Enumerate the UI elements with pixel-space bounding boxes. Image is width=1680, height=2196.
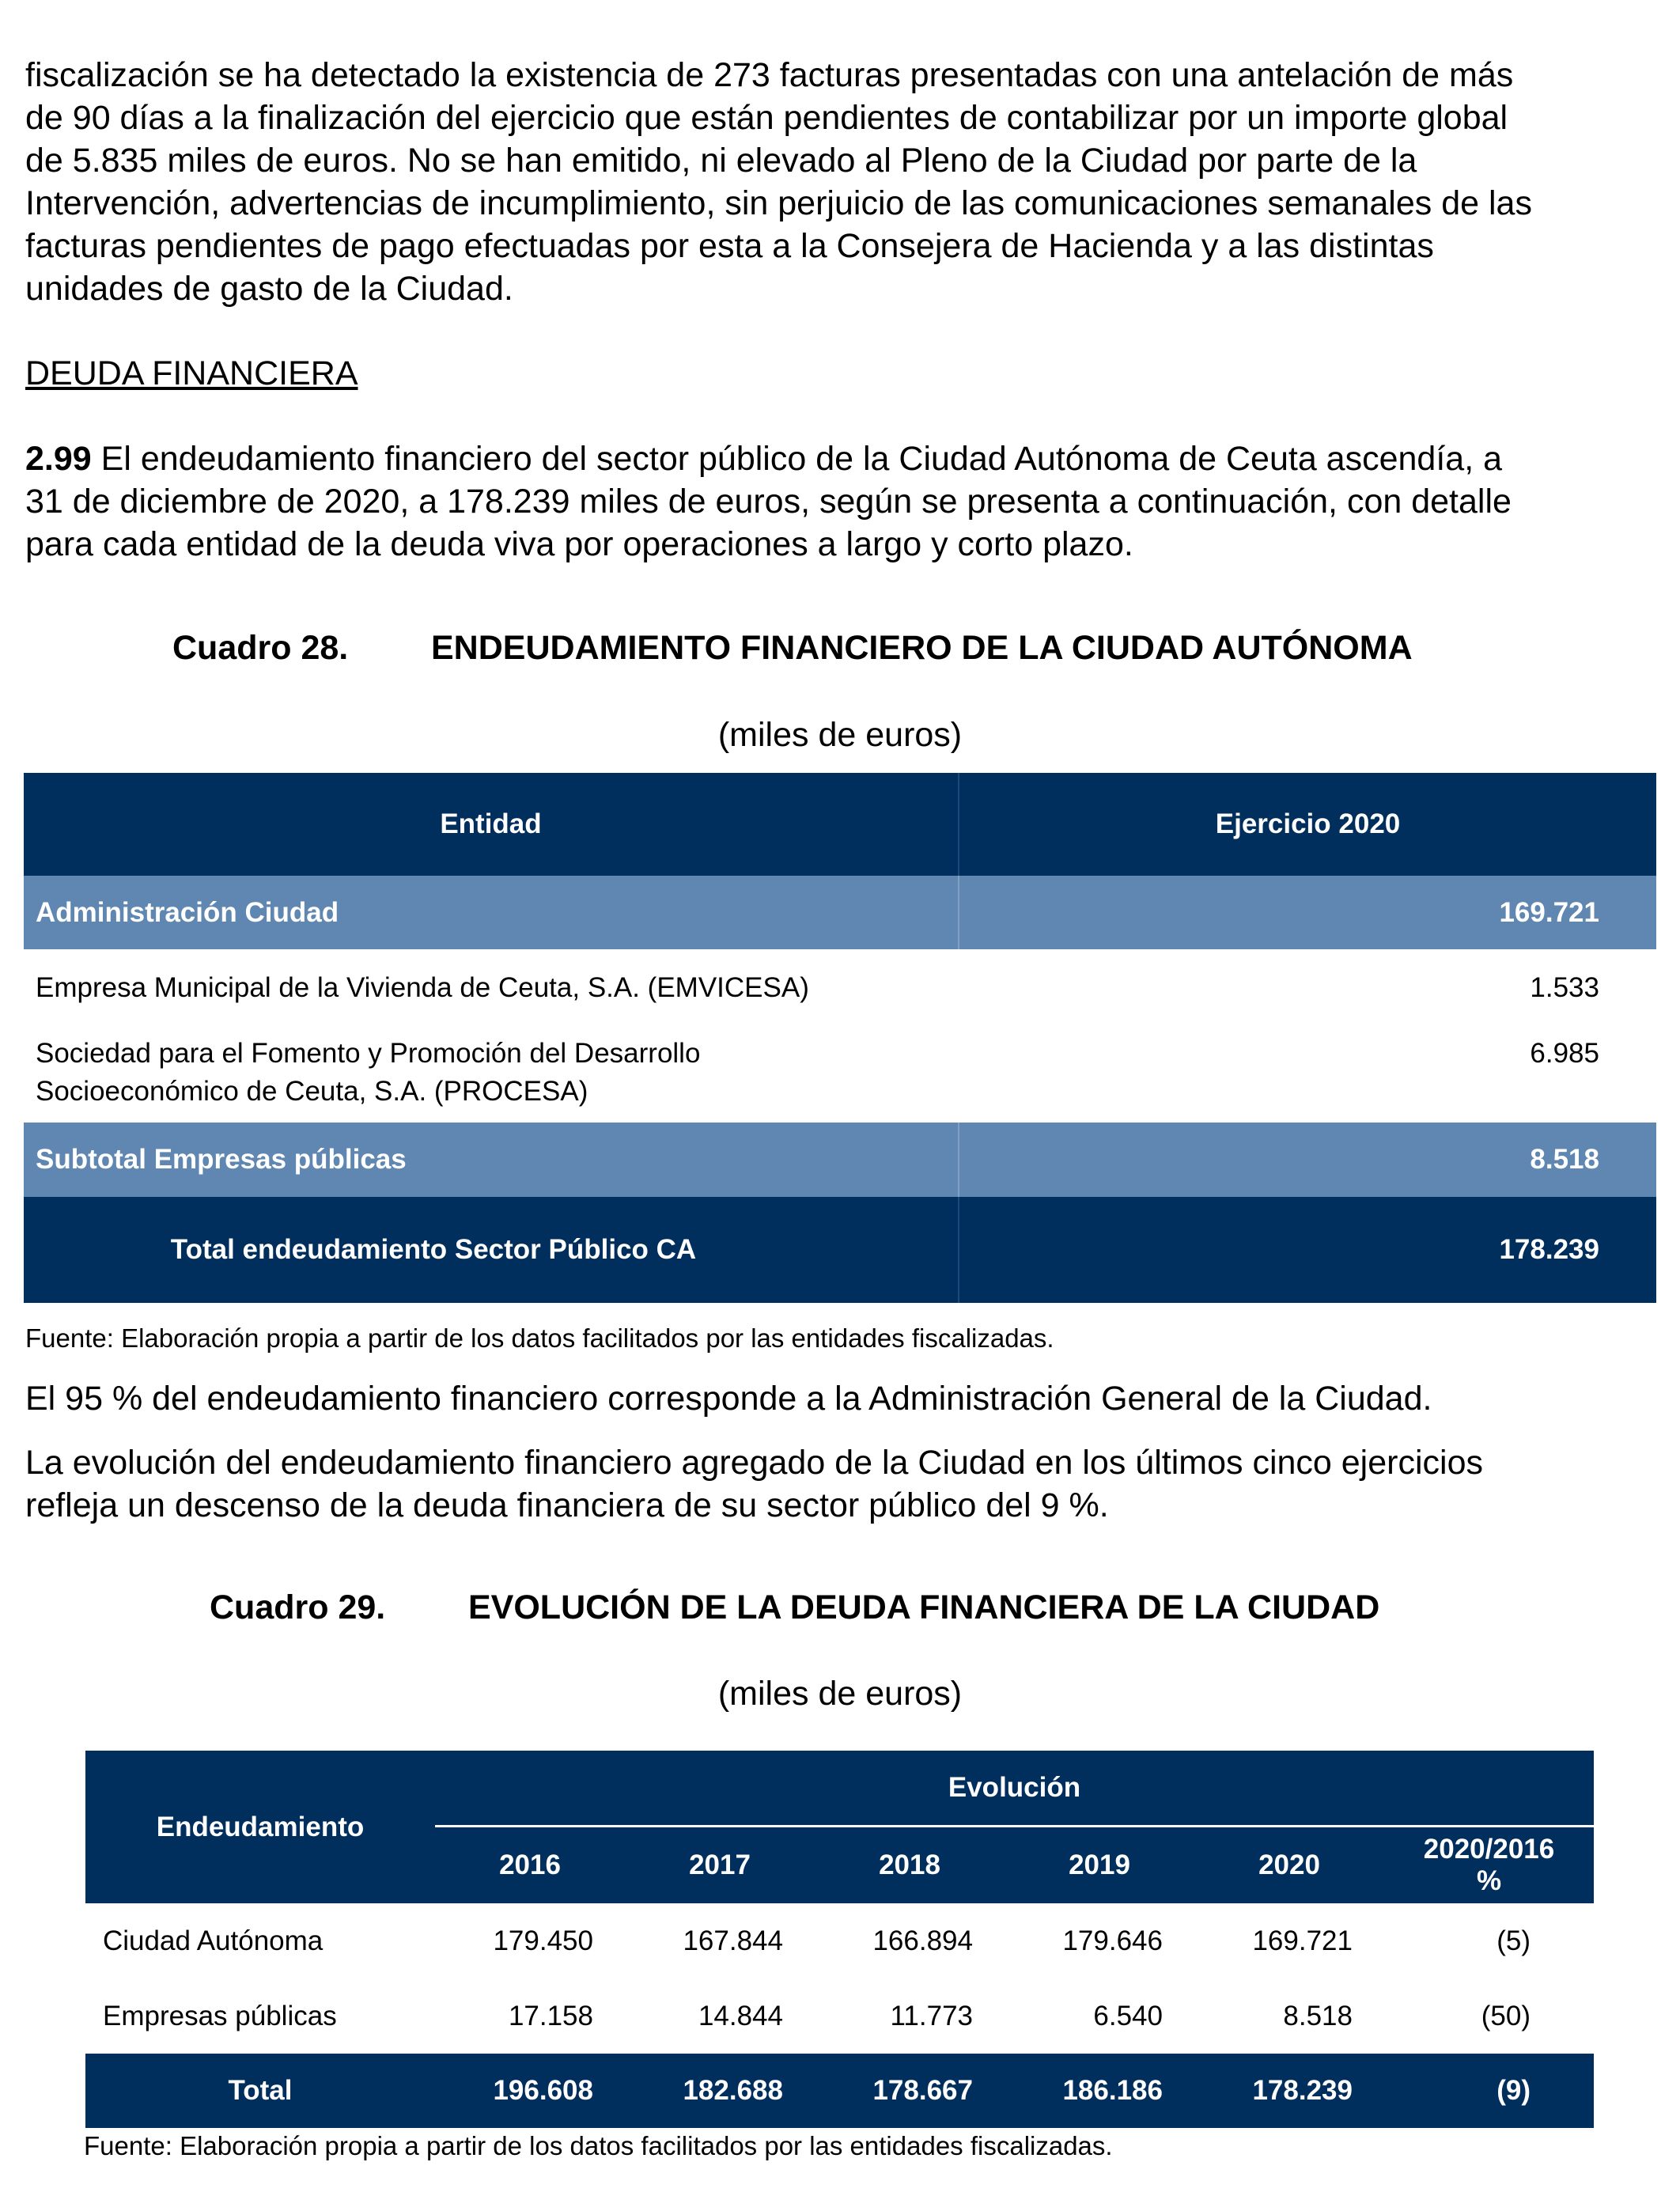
table29-units: (miles de euros) (717, 1675, 963, 1713)
text-line: El 95 % del endeudamiento financiero corresponde a la Administración General de la Ciudad. (25, 1380, 1432, 1418)
intro-paragraph (25, 54, 1655, 310)
row-value: 6.985 (1530, 1038, 1599, 1069)
row-label: Administración Ciudad (24, 876, 959, 949)
table29-source: Fuente: Elaboración propia a partir de los datos facilitados por las entidades fiscalizadas. (84, 2131, 1113, 2160)
row-label-line: Sociedad para el Fomento y Promoción del Desarrollo (36, 1038, 701, 1069)
cell-value: 8.518 (1283, 2000, 1353, 2031)
cell-value: 179.646 (1062, 1925, 1163, 1956)
group-header: Evolución (435, 1751, 1594, 1827)
cell-value: 182.688 (625, 2054, 815, 2128)
cell-pct: (9) (1384, 2054, 1594, 2128)
text-line: refleja un descenso de la deuda financiera de su sector público del 9 %. (25, 1486, 1109, 1524)
table-row (24, 876, 1656, 949)
cell-value: 166.894 (872, 1925, 973, 1956)
text-line: facturas pendientes de pago efectuadas por esta a la Consejera de Hacienda y a las distintas (25, 227, 1434, 265)
row-value: 8.518 (959, 1123, 1656, 1197)
paragraph-95 (25, 1377, 1655, 1420)
caption-title: EVOLUCIÓN DE LA DEUDA FINANCIERA DE LA CIUDAD (468, 1588, 1380, 1626)
section-heading: DEUDA FINANCIERA (25, 354, 358, 392)
text-line: La evolución del endeudamiento financiero agregado de la Ciudad en los últimos cinco ejercicios (25, 1444, 1483, 1482)
pct-header-line: 2020/2016 (1423, 1834, 1555, 1865)
row-value: 178.239 (959, 1197, 1656, 1303)
table-row (85, 1978, 1594, 2054)
cell-pct: (50) (1481, 2000, 1531, 2031)
column-header: Endeudamiento (85, 1751, 435, 1903)
row-label: Total (85, 2054, 435, 2128)
table-header-row (24, 773, 1656, 876)
caption-number: Cuadro 28. (172, 629, 349, 667)
text-line: de 90 días a la finalización del ejercicio que están pendientes de contabilizar por un importe global (25, 99, 1508, 137)
cell-value: 186.186 (1005, 2054, 1194, 2128)
table28-units: (miles de euros) (717, 716, 963, 754)
cell-value: 178.239 (1194, 2054, 1384, 2128)
text-line: para cada entidad de la deuda viva por operaciones a largo y corto plazo. (25, 525, 1133, 563)
caption-number: Cuadro 29. (210, 1588, 386, 1626)
column-header: Entidad (24, 773, 959, 876)
row-value: 1.533 (1530, 972, 1599, 1003)
year-header: 2017 (625, 1827, 815, 1904)
cell-value: 169.721 (1252, 1925, 1353, 1956)
year-header: 2020 (1194, 1827, 1384, 1904)
total-row (24, 1197, 1656, 1303)
cell-value: 196.608 (435, 2054, 625, 2128)
caption-title: ENDEUDAMIENTO FINANCIERO DE LA CIUDAD AUTÓNOMA (431, 629, 1413, 667)
row-value: 169.721 (959, 876, 1656, 949)
row-label: Subtotal Empresas públicas (24, 1123, 959, 1197)
table28-source: Fuente: Elaboración propia a partir de los datos facilitados por las entidades fiscalizadas. (25, 1323, 1054, 1353)
year-header: 2019 (1005, 1827, 1194, 1904)
column-header: Ejercicio 2020 (959, 773, 1656, 876)
paragraph-number: 2.99 (25, 440, 92, 478)
year-header: 2018 (815, 1827, 1005, 1904)
text-fragment: El endeudamiento financiero del sector público de la Ciudad Autónoma de Ceuta ascendía, a (91, 440, 1503, 478)
table-row (24, 1024, 1656, 1123)
cell-pct: (5) (1496, 1925, 1531, 1956)
cell-value: 178.667 (815, 2054, 1005, 2128)
cell-value: 17.158 (508, 2000, 593, 2031)
text-line: fiscalización se ha detectado la existencia de 273 facturas presentadas con una antelación de más (25, 56, 1514, 94)
subtotal-row (24, 1123, 1656, 1197)
cell-value: 179.450 (493, 1925, 593, 1956)
cell-value: 14.844 (698, 2000, 783, 2031)
row-label: Empresa Municipal de la Vivienda de Ceuta, S.A. (EMVICESA) (36, 972, 809, 1003)
cell-value: 6.540 (1093, 2000, 1163, 2031)
cell-value: 11.773 (890, 2000, 973, 2031)
pct-header-line: % (1476, 1865, 1502, 1896)
debt-evolution-table (85, 1751, 1594, 2128)
table-row (85, 1903, 1594, 1978)
paragraph-evolution (25, 1441, 1655, 1527)
text-line (25, 437, 1655, 480)
cell-value: 167.844 (683, 1925, 783, 1956)
pct-header (1384, 1827, 1594, 1904)
text-line: unidades de gasto de la Ciudad. (25, 270, 513, 308)
text-line: Intervención, advertencias de incumplimiento, sin perjuicio de las comunicaciones semanales de las (25, 184, 1532, 222)
paragraph-2-99 (25, 437, 1655, 566)
table-row (24, 949, 1656, 1024)
text-line: 31 de diciembre de 2020, a 178.239 miles de euros, según se presenta a continuación, con detalle (25, 483, 1512, 521)
text-line: de 5.835 miles de euros. No se han emitido, ni elevado al Pleno de la Ciudad por parte de la (25, 142, 1417, 180)
year-header: 2016 (435, 1827, 625, 1904)
debt-by-entity-table (24, 773, 1656, 1303)
row-label-line: Socioeconómico de Ceuta, S.A. (PROCESA) (36, 1076, 588, 1107)
row-label (24, 1024, 959, 1123)
row-label: Ciudad Autónoma (103, 1925, 324, 1956)
table-header-row (85, 1751, 1594, 1827)
row-label: Empresas públicas (103, 2000, 337, 2031)
row-label: Total endeudamiento Sector Público CA (24, 1197, 959, 1303)
total-row (85, 2054, 1594, 2128)
